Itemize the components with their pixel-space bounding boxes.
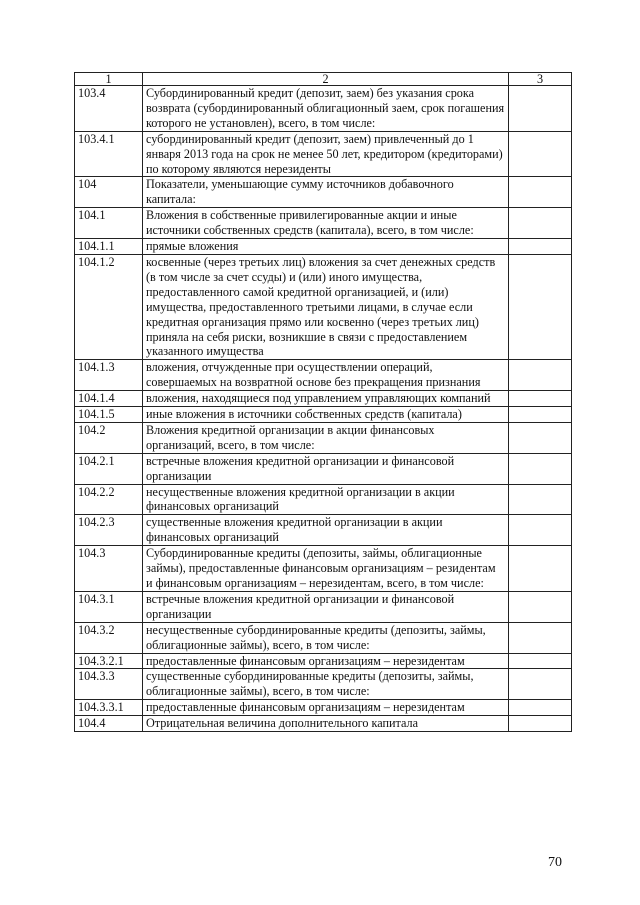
row-description: Субординированные кредиты (депозиты, займы, облигационные займы), предоставленные финансовым организациям – резидентам и финансовым организациям – нерезидентам, всего, в том числе:: [143, 546, 509, 592]
page-number: 70: [548, 855, 562, 870]
row-value: [509, 546, 572, 592]
table-row: [75, 653, 572, 669]
row-description: существенные вложения кредитной организации в акции финансовых организаций: [143, 515, 509, 546]
row-description: несущественные вложения кредитной организации в акции финансовых организаций: [143, 484, 509, 515]
row-description: прямые вложения: [143, 239, 509, 255]
row-code: 103.4.1: [75, 131, 143, 177]
row-code: 104.3.1: [75, 591, 143, 622]
row-value: [509, 700, 572, 716]
row-value: [509, 391, 572, 407]
row-value: [509, 254, 572, 359]
table-row: [75, 716, 572, 732]
row-description: Вложения кредитной организации в акции финансовых организаций, всего, в том числе:: [143, 422, 509, 453]
row-value: [509, 131, 572, 177]
row-description: Отрицательная величина дополнительного капитала: [143, 716, 509, 732]
table-row: [75, 669, 572, 700]
table-row: [75, 546, 572, 592]
table-row: [75, 239, 572, 255]
row-value: [509, 208, 572, 239]
row-value: [509, 453, 572, 484]
row-value: [509, 591, 572, 622]
row-description: предоставленные финансовым организациям – нерезидентам: [143, 653, 509, 669]
row-value: [509, 622, 572, 653]
table-row: [75, 591, 572, 622]
row-code: 104.3.3: [75, 669, 143, 700]
column-header-1: 1: [75, 73, 143, 86]
row-code: 104.2.1: [75, 453, 143, 484]
row-description: несущественные субординированные кредиты (депозиты, займы, облигационные займы), всего, в том числе:: [143, 622, 509, 653]
table-header-row: [75, 73, 572, 86]
row-value: [509, 716, 572, 732]
row-code: 104.3.3.1: [75, 700, 143, 716]
table-row: [75, 86, 572, 132]
row-code: 104.4: [75, 716, 143, 732]
row-code: 104.1.1: [75, 239, 143, 255]
row-code: 104.2: [75, 422, 143, 453]
row-description: иные вложения в источники собственных средств (капитала): [143, 407, 509, 423]
column-header-3: 3: [509, 73, 572, 86]
row-code: 104.2.3: [75, 515, 143, 546]
row-description: предоставленные финансовым организациям – нерезидентам: [143, 700, 509, 716]
row-code: 104.2.2: [75, 484, 143, 515]
table-body: [75, 86, 572, 732]
table-row: [75, 515, 572, 546]
row-code: 104.3.2.1: [75, 653, 143, 669]
table-row: [75, 254, 572, 359]
row-code: 104.3.2: [75, 622, 143, 653]
column-header-2: 2: [143, 73, 509, 86]
row-description: встречные вложения кредитной организации и финансовой организации: [143, 591, 509, 622]
row-value: [509, 360, 572, 391]
row-value: [509, 86, 572, 132]
capital-indicators-table: [74, 72, 572, 732]
table-row: [75, 422, 572, 453]
row-value: [509, 422, 572, 453]
row-description: встречные вложения кредитной организации и финансовой организации: [143, 453, 509, 484]
table-row: [75, 407, 572, 423]
row-description: вложения, отчужденные при осуществлении операций, совершаемых на возвратной основе без прекращения признания: [143, 360, 509, 391]
table-row: [75, 360, 572, 391]
table-row: [75, 453, 572, 484]
row-value: [509, 515, 572, 546]
table-row: [75, 700, 572, 716]
row-description: существенные субординированные кредиты (депозиты, займы, облигационные займы), всего, в том числе:: [143, 669, 509, 700]
row-code: 104.3: [75, 546, 143, 592]
row-value: [509, 484, 572, 515]
row-description: Субординированный кредит (депозит, заем) без указания срока возврата (субординированный облигационный заем, срок погашения которого не установлен), всего, в том числе:: [143, 86, 509, 132]
row-code: 103.4: [75, 86, 143, 132]
row-code: 104.1.5: [75, 407, 143, 423]
table-row: [75, 622, 572, 653]
row-description: вложения, находящиеся под управлением управляющих компаний: [143, 391, 509, 407]
row-code: 104: [75, 177, 143, 208]
row-code: 104.1.3: [75, 360, 143, 391]
table-row: [75, 177, 572, 208]
table-row: [75, 208, 572, 239]
row-description: Показатели, уменьшающие сумму источников добавочного капитала:: [143, 177, 509, 208]
row-description: косвенные (через третьих лиц) вложения за счет денежных средств (в том числе за счет ссуды) и (или) иного имущества, предоставленного самой кредитной организацией, и (или) имущества, предоставленного третьими лицами, в случае если кредитная организация прямо или косвенно (через третьих лиц) приняла на себя риски, возникшие в связи с предоставлением указанного имущества: [143, 254, 509, 359]
row-value: [509, 653, 572, 669]
table-row: [75, 484, 572, 515]
row-value: [509, 407, 572, 423]
table-row: [75, 391, 572, 407]
row-value: [509, 239, 572, 255]
row-description: субординированный кредит (депозит, заем) привлеченный до 1 января 2013 года на срок не менее 50 лет, кредитором (кредиторами) по которому являются нерезиденты: [143, 131, 509, 177]
row-code: 104.1.4: [75, 391, 143, 407]
row-value: [509, 669, 572, 700]
table-row: [75, 131, 572, 177]
row-value: [509, 177, 572, 208]
row-code: 104.1.2: [75, 254, 143, 359]
row-description: Вложения в собственные привилегированные акции и иные источники собственных средств (капитала), всего, в том числе:: [143, 208, 509, 239]
row-code: 104.1: [75, 208, 143, 239]
